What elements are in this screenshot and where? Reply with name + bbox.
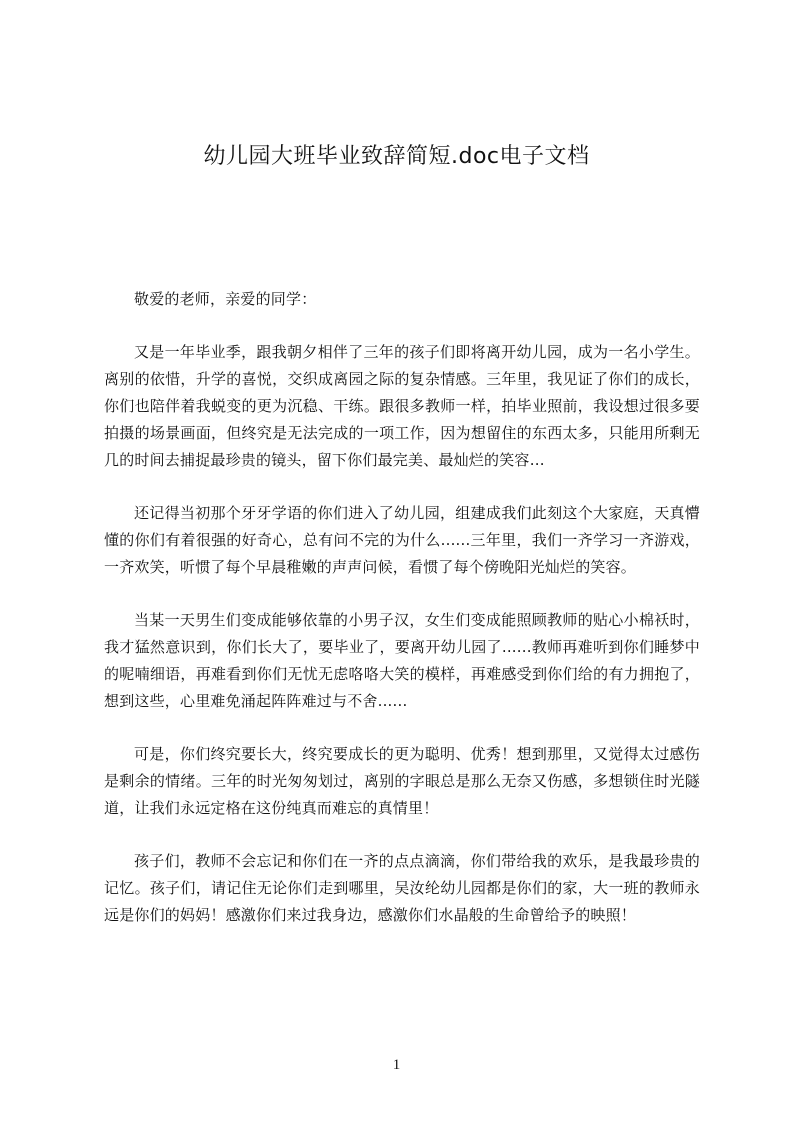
document-body [104, 286, 700, 955]
paragraph-5: 孩子们，教师不会忘记和你们在一齐的点点滴滴，你们带给我的欢乐，是我最珍贵的记忆。孩子们，请记住无论你们走到哪里，吴汝纶幼儿园都是你们的家，大一班的教师永远是你们的妈妈！感激你们来过我身边，感激你们水晶般的生命曾给予的映照！ [104, 852, 700, 924]
salutation: 敬爱的老师，亲爱的同学： [134, 290, 317, 308]
paragraph-4: 可是，你们终究要长大，终究要成长的更为聪明、优秀！想到那里，又觉得太过感伤是剩余的情绪。三年的时光匆匆划过，离别的字眼总是那么无奈又伤感，多想锁住时光隧道，让我们永远定格在这份纯真而难忘的真情里！ [104, 745, 700, 817]
page-number: 1 [392, 1057, 401, 1073]
document-title: 幼儿园大班毕业致辞简短.doc电子文档 [203, 144, 590, 169]
paragraph-2: 还记得当初那个牙牙学语的你们进入了幼儿园，组建成我们此刻这个大家庭，天真懵懂的你们有着很强的好奇心，总有问不完的为什么......三年里，我们一齐学习一齐游戏，一齐欢笑，听惯了每个早晨稚嫩的声声问候，看惯了每个傍晚阳光灿烂的笑容。 [104, 504, 700, 576]
paragraph-1: 又是一年毕业季，跟我朝夕相伴了三年的孩子们即将离开幼儿园，成为一名小学生。离别的依惜，升学的喜悦，交织成离园之际的复杂情感。三年里，我见证了你们的成长，你们也陪伴着我蜕变的更为沉稳、干练。跟很多教师一样，拍毕业照前，我设想过很多要拍摄的场景画面，但终究是无法完成的一项工作，因为想留住的东西太多，只能用所剩无几的时间去捕捉最珍贵的镜头，留下你们最完美、最灿烂的笑容… [104, 343, 700, 469]
paragraph-3: 当某一天男生们变成能够依靠的小男子汉，女生们变成能照顾教师的贴心小棉袄时，我才猛然意识到，你们长大了，要毕业了，要离开幼儿园了......教师再难听到你们睡梦中的呢喃细语，再难看到你们无忧无虑咯咯大笑的模样，再难感受到你们给的有力拥抱了，想到这些，心里难免涌起阵阵难过与不舍...... [104, 611, 700, 710]
